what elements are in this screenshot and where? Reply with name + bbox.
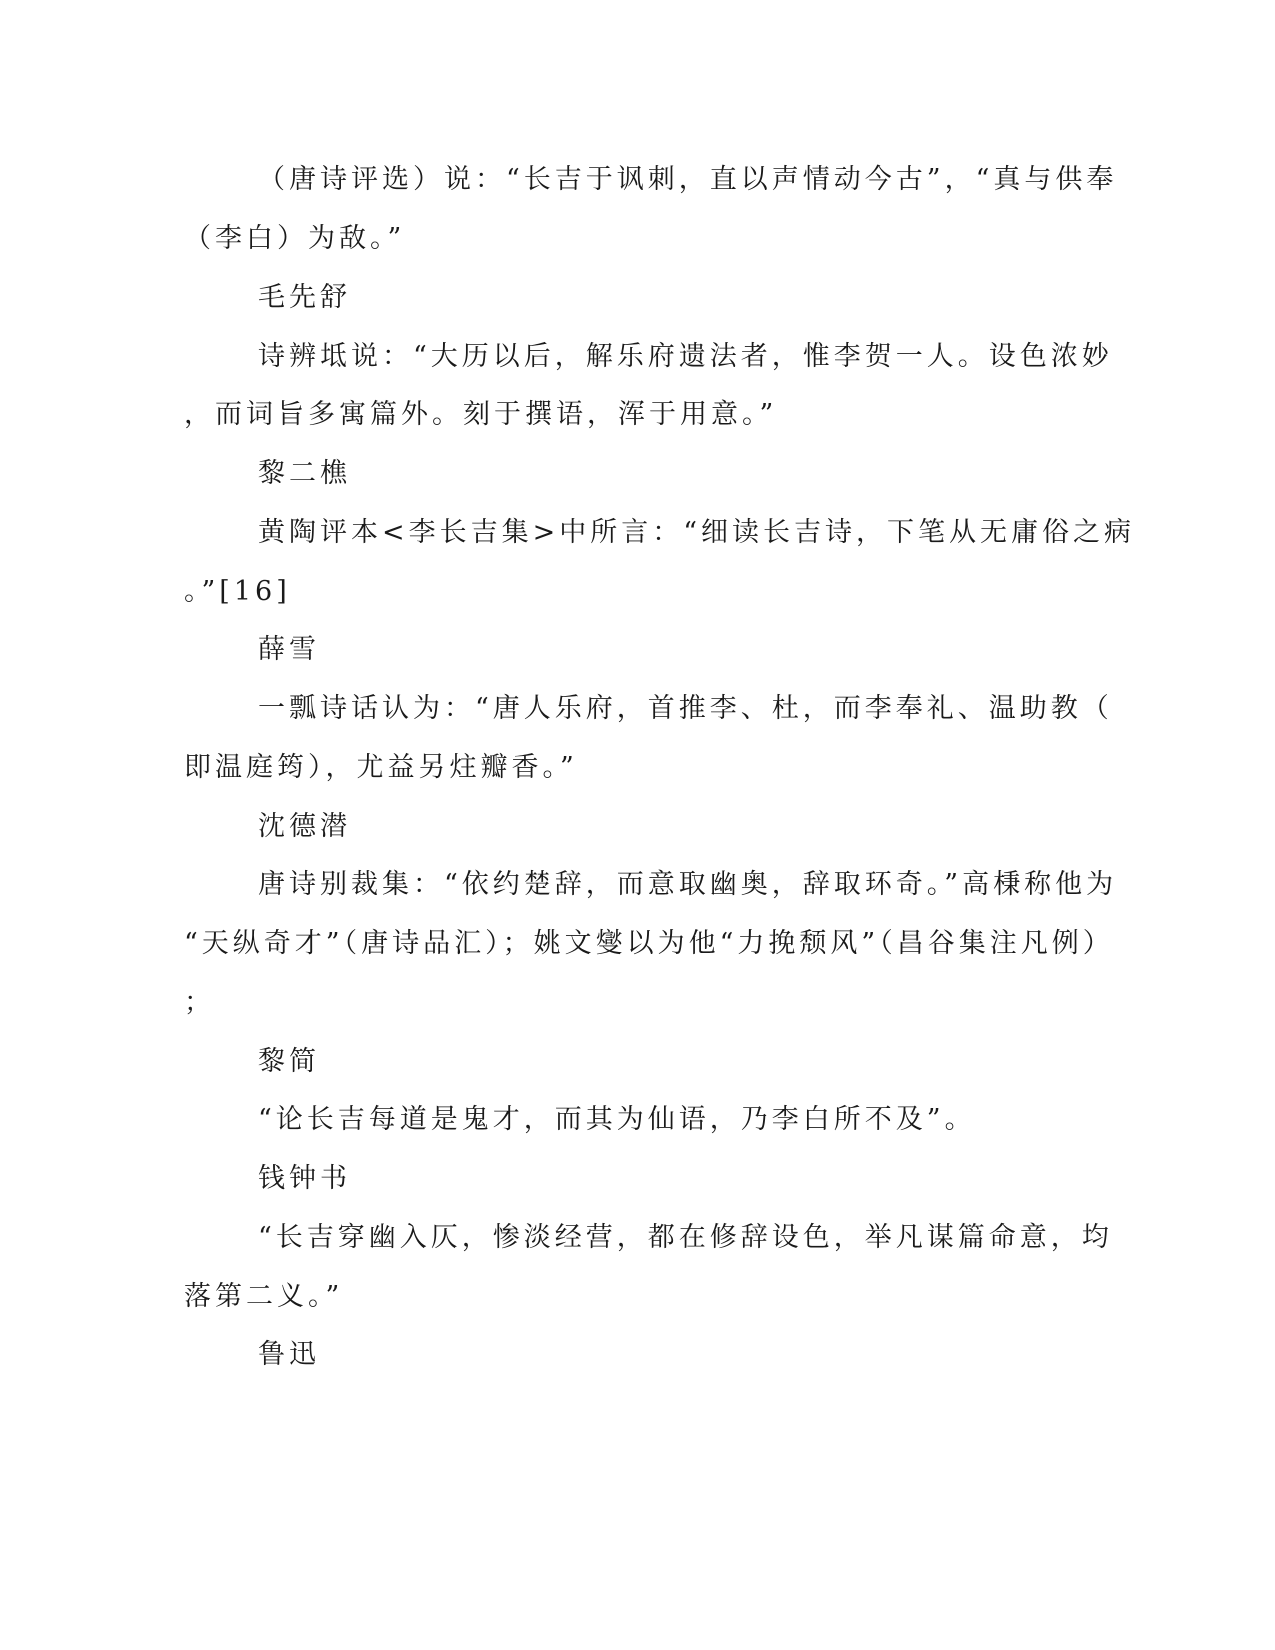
- author-heading: 黎简: [258, 1046, 320, 1077]
- text-line: 即温庭筠），尤益另炷瓣香。”: [184, 752, 578, 783]
- text-line: “长吉穿幽入仄，惨淡经营，都在修辞设色，举凡谋篇命意，均: [258, 1222, 1113, 1253]
- text-line: 。”[16]: [184, 576, 291, 607]
- author-heading: 薛雪: [258, 634, 320, 665]
- author-heading: 钱钟书: [258, 1163, 351, 1194]
- text-line: 一瓢诗话认为：“唐人乐府，首推李、杜，而李奉礼、温助教（: [258, 693, 1113, 724]
- text-line: ，而词旨多寓篇外。刻于撰语，浑于用意。”: [184, 399, 778, 430]
- text-line: 诗辨坻说：“大历以后，解乐府遗法者，惟李贺一人。设色浓妙: [258, 341, 1113, 372]
- text-line: （唐诗评选）说：“长吉于讽刺，直以声情动今古”，“真与供奉: [258, 164, 1118, 195]
- author-heading: 毛先舒: [258, 282, 351, 313]
- author-heading: 沈德潜: [258, 811, 351, 842]
- text-line: 落第二义。”: [184, 1281, 344, 1312]
- text-line: 唐诗别裁集：“依约楚辞，而意取幽奥，辞取环奇。”高棅称他为: [258, 869, 1118, 900]
- author-heading: 黎二樵: [258, 458, 351, 489]
- author-heading: 鲁迅: [258, 1339, 320, 1370]
- text-line: 黄陶评本<李长吉集>中所言：“细读长吉诗，下笔从无庸俗之病: [258, 517, 1136, 548]
- text-line: “天纵奇才”（唐诗品汇）；姚文燮以为他“力挽颓风”（昌谷集注凡例）: [184, 928, 1114, 959]
- text-line: ；: [184, 987, 215, 1018]
- text-line: “论长吉每道是鬼才，而其为仙语，乃李白所不及”。: [258, 1104, 976, 1135]
- text-line: （李白）为敌。”: [184, 223, 406, 254]
